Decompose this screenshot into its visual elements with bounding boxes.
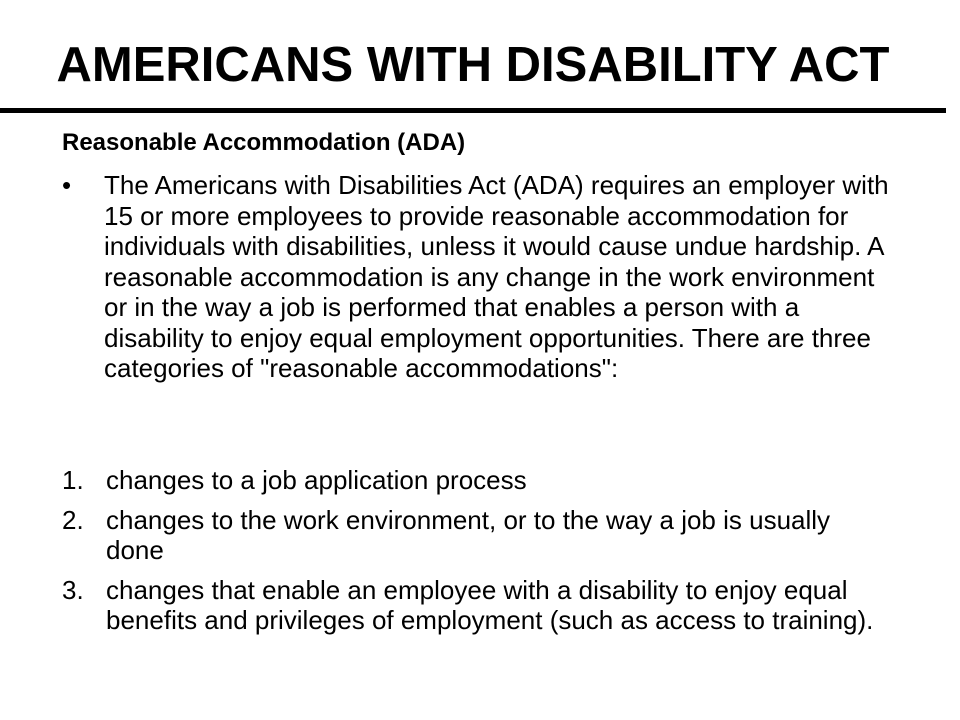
list-item-text: changes that enable an employee with a disability to enjoy equal benefits and privileges of employment (such as access to training). (106, 574, 874, 635)
list-item (62, 575, 892, 636)
list-item-number: 1. (62, 465, 84, 495)
list-item-number: 2. (62, 504, 84, 535)
bullet-dot-icon: • (62, 170, 72, 200)
list-item-text: changes to the work environment, or to the way a job is usually done (106, 504, 831, 565)
slide-title: AMERICANS WITH DISABILITY ACT (56, 38, 890, 92)
title-divider (0, 108, 946, 113)
list-item-number: 3. (62, 574, 84, 605)
list-item-text: changes to a job application process (106, 465, 527, 495)
section-subheading: Reasonable Accommodation (ADA) (62, 129, 466, 156)
bullet-paragraph: The Americans with Disabilities Act (ADA) requires an employer with 15 or more employees to provide reasonable accommodation for individuals with disabilities, unless it would cause undue hardship. A reasonable accommodation is any change in the work environment or in the way a job is performed that enables a person with a disability to enjoy equal employment opportunities. There are three categories of "reasonable accommodations": (104, 170, 889, 383)
accommodation-categories-list (62, 465, 892, 645)
list-item (62, 465, 892, 496)
list-item (62, 505, 892, 566)
